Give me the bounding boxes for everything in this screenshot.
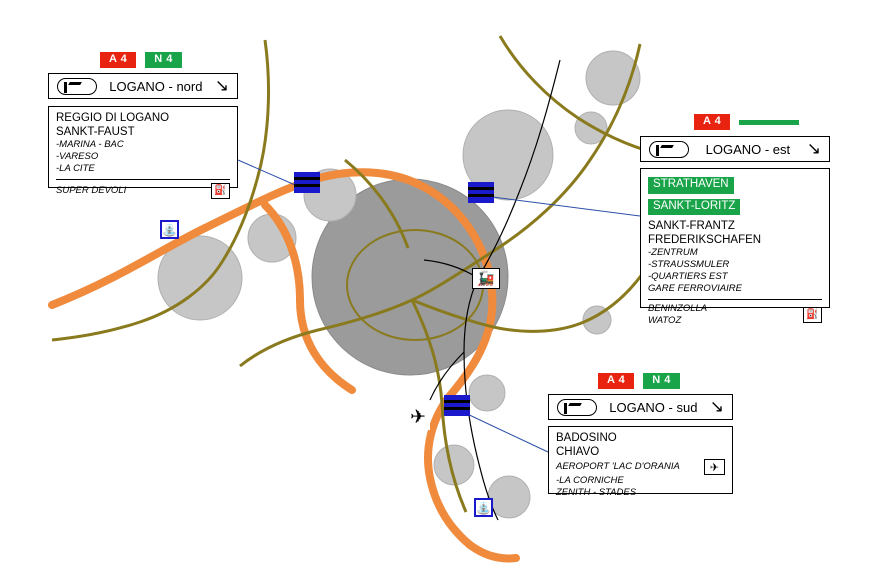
destination-label: SANKT-LORITZ bbox=[648, 199, 740, 216]
south-panel-badges bbox=[598, 373, 680, 389]
south-direction-sign[interactable] bbox=[548, 394, 733, 420]
destination-item: ZENITH - STADES bbox=[556, 487, 637, 498]
destination-item: -LA CITE bbox=[56, 163, 95, 174]
badge-n4: N 4 bbox=[643, 373, 680, 389]
motorway-icon bbox=[649, 141, 689, 158]
tree-icon: ⛲ bbox=[476, 500, 491, 515]
north-footer-row bbox=[56, 183, 230, 199]
badge-blank bbox=[739, 120, 799, 125]
destination-item: -ZENTRUM bbox=[648, 247, 698, 258]
destination-item bbox=[648, 196, 822, 218]
destination-label: STRATHAVEN bbox=[648, 177, 734, 194]
destination-item: -LA CORNICHE bbox=[556, 475, 624, 486]
destination-item: REGGIO DI LOGANO bbox=[56, 112, 170, 124]
north-direction-label: LOGANO - nord bbox=[109, 78, 203, 94]
airport-destination-row bbox=[556, 459, 725, 475]
service-area-label: BENINZOLLA bbox=[648, 303, 708, 314]
interchange-north-east bbox=[468, 182, 494, 203]
interchange-south bbox=[444, 395, 470, 416]
south-direction-label: LOGANO - sud bbox=[609, 399, 698, 415]
east-destination-panel[interactable] bbox=[640, 168, 830, 326]
divider bbox=[56, 179, 230, 180]
divider bbox=[648, 299, 822, 300]
rail-station-symbol bbox=[472, 268, 500, 289]
destination-item: SANKT-FRANTZ bbox=[648, 220, 735, 232]
airplane-icon: ✈ bbox=[410, 406, 426, 428]
destination-item: AEROPORT 'LAC D'ORANIA bbox=[556, 461, 680, 472]
service-area-label: SUPER DEVOLI bbox=[56, 185, 127, 196]
east-panel-badges bbox=[694, 114, 799, 130]
train-icon: 🚂 bbox=[477, 270, 495, 287]
destination-item: FREDERIKSCHAFEN bbox=[648, 233, 762, 246]
fuel-icon: ⛽ bbox=[803, 307, 822, 323]
badge-a4: A 4 bbox=[598, 373, 634, 389]
destination-item: SANKT-FAUST bbox=[56, 125, 135, 138]
fuel-icon: ⛽ bbox=[211, 183, 230, 199]
east-direction-sign[interactable] bbox=[640, 136, 830, 162]
destination-item: BADOSINO bbox=[556, 432, 617, 444]
destination-item bbox=[648, 174, 822, 196]
badge-a4: A 4 bbox=[694, 114, 730, 130]
north-panel-badges bbox=[100, 52, 182, 68]
south-destination-panel[interactable] bbox=[548, 426, 733, 498]
north-direction-sign[interactable] bbox=[48, 73, 238, 99]
park-symbol-west bbox=[160, 220, 179, 239]
north-destination-panel[interactable] bbox=[48, 106, 238, 196]
airplane-icon: ✈ bbox=[704, 459, 725, 475]
east-footer-row bbox=[648, 303, 822, 327]
airport-symbol bbox=[406, 404, 430, 430]
arrow-down-right-icon: ↘ bbox=[214, 75, 229, 96]
destination-item: -STRAUSSMULER bbox=[648, 259, 730, 270]
motorway-icon bbox=[57, 78, 97, 95]
destination-item: -VARESO bbox=[56, 151, 99, 162]
badge-a4: A 4 bbox=[100, 52, 136, 68]
destination-item: -QUARTIERS EST bbox=[648, 271, 728, 282]
destination-item: GARE FERROVIAIRE bbox=[648, 283, 742, 294]
park-symbol-south bbox=[474, 498, 493, 517]
badge-n4: N 4 bbox=[145, 52, 182, 68]
motorway-icon bbox=[557, 399, 597, 416]
interchange-north-west bbox=[294, 172, 320, 193]
tree-icon: ⛲ bbox=[162, 222, 177, 237]
service-area-label: WATOZ bbox=[648, 315, 682, 326]
arrow-down-right-icon: ↘ bbox=[709, 396, 724, 417]
arrow-down-right-icon: ↘ bbox=[806, 138, 821, 159]
east-direction-label: LOGANO - est bbox=[705, 141, 791, 157]
destination-item: -MARINA - BAC bbox=[56, 139, 124, 150]
destination-item: CHIAVO bbox=[556, 445, 600, 458]
